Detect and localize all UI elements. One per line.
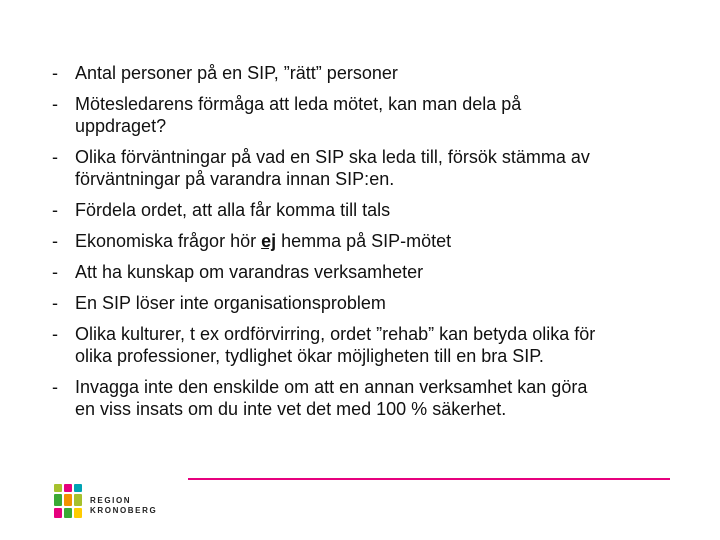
emphasized-word: ej [261,231,277,251]
bullet-text-pre: Ekonomiska frågor hör [75,231,262,251]
footer-divider [188,478,670,480]
bullet-dash: - [52,200,58,220]
bullet-text: Antal personer på en SIP, ”rätt” personer [75,63,398,83]
bullet-dash: - [52,94,58,114]
bullet-dash: - [52,231,58,251]
bullet-text: En SIP löser inte organisationsproblem [75,293,386,313]
bullet-dash: - [52,147,58,167]
bullet-text: Olika kulturer, t ex ordförvirring, ordet ”rehab” kan betyda olika för olika professioner, tydlighet ökar möjligheten till en bra SIP. [75,324,596,366]
bullet-text: Mötesledarens förmåga att leda mötet, kan man dela på uppdraget? [75,94,522,136]
bullet-item [52,230,672,252]
bullet-item [52,199,672,221]
bullet-text: Att ha kunskap om varandras verksamheter [75,262,424,282]
logo-line-kronoberg: KRONOBERG [90,506,158,515]
region-kronoberg-logo [54,484,164,518]
logo-text [90,496,157,516]
bullet-item [52,292,672,314]
bullet-item [52,62,672,84]
bullet-item [52,323,672,367]
bullet-item [52,376,672,420]
bullet-text [75,230,672,252]
bullet-text: Fördela ordet, att alla får komma till tals [75,200,391,220]
bullet-dash: - [52,293,58,313]
bullet-dash: - [52,324,58,344]
bullet-dash: - [52,377,58,397]
logo-line-region: REGION [90,496,132,505]
bullet-text: Olika förväntningar på vad en SIP ska leda till, försök stämma av förväntningar på varandra innan SIP:en. [75,147,590,189]
bullet-item [52,93,672,137]
bullet-list [52,62,672,420]
bullet-text-post: hemma på SIP-mötet [276,231,452,251]
logo-mark-icon [54,484,84,518]
bullet-text: Invagga inte den enskilde om att en annan verksamhet kan göra en viss insats om du inte vet det med 100 % säkerhet. [75,377,588,419]
bullet-item [52,261,672,283]
bullet-dash: - [52,63,58,83]
bullet-dash: - [52,262,58,282]
bullet-item [52,146,672,190]
